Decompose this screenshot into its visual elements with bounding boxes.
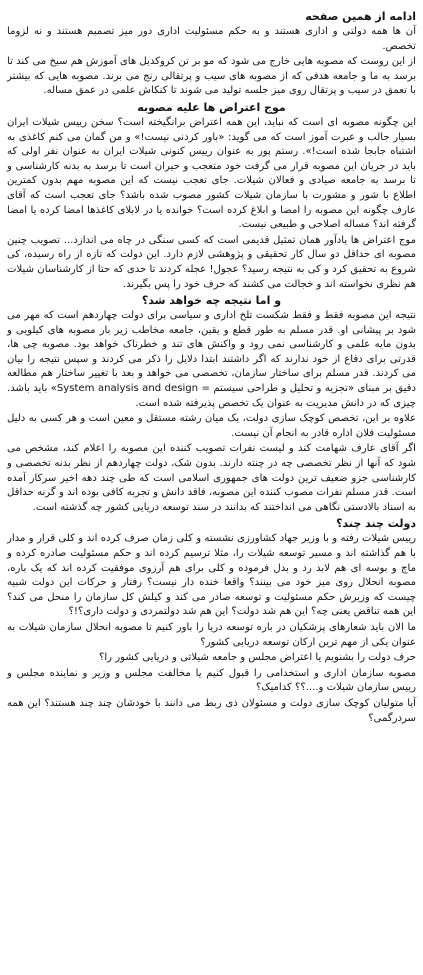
body-paragraph: حرف دولت را بشنویم یا اعتراض مجلس و جامعه شیلاتی و دریایی کشور را؟	[99, 652, 416, 664]
body-paragraph: ما الان باید شعارهای پزشکیان در باره توسعه دریا را باور کنیم تا مصوبه انحلال سازمان شیلات به عنوان یکی از مهم ترین ارکان توسعه دریایی کشور؟	[7, 621, 416, 648]
body-paragraph: علاوه بر این، تخصص کوچک سازی دولت، یک میان رشته مستقل و معین است و هر کسی به دلیل مسئولیت فلان اداره قادر به انجام آن نیست.	[7, 413, 416, 439]
body-paragraph: نتیجه این مصوبه فقط و فقط شکست تلخ اداری و سیاسی برای دولت چهاردهم است که مهر می شود بر پیشانی او. قدر مسلم به طور قطع و یقین، جامعه مخاطب زیر بار مصوبه های کیلویی و بدون مایه علمی و کارشناسی نمی رود و واکنش های تند و خطرناک خواهد بود. مصوبه چی ها، قدرتی برای دفاع از خود ندارند که اگر داشتند ابتدا دلایل را ذکر می کردند و سپس نتیجه را بیان می کردند. قدر مسلم برای ساختار سازمان، تخصصی می خواهد و بعد با تغییر ساختار هم مطالعه دقیق بر مبنای «تجزیه و تحلیل و طراحی سیستم = System analysis and design» باید باشد. چیزی که در دانش مدیریت به عنوان یک تخصص پذیرفته شده است.	[7, 310, 416, 409]
body-paragraph: آیا متولیان کوچک سازی دولت و مسئولان ذی ربط می دانند با خودشان چند چند هستند؟ این همه سردرگمی؟	[7, 697, 416, 724]
body-paragraph: آن ها همه دولتی و اداری هستند و به حکم مسئولیت اداری دور میز تصمیم هستند و نه لزوما تخصص.	[7, 26, 416, 52]
body-paragraph: مصوبه سازمان اداری و استخدامی را قبول کنیم یا مخالفت مجلس و وزیر و نماینده مجلس و رییس سازمان شیلات و....؟؟ کدامیک؟	[7, 667, 416, 694]
body-paragraph: این چگونه مصوبه ای است که نباید، این همه اعتراض برانگیخته است؟ سخن رییس شیلات ایران بسیار جالب و عبرت آموز است که می گوید: «باور کردنی نیست!» و من گمان می کنم کاغذی به اشتباه جابجا شده است!». رستم پور به عنوان رییس کنونی شیلات ایران به عنوان نفر اولی که باید در جریان این مصوبه قرار می گرفت خود متعجب و حیران است تا برسد به بدنه کارشناسی و تا برسد به جامعه صیادی و فعالان شیلات. جای تعجب نیست که این مصوبه مهم بدون کمترین اطلاع با شور و مشورت با سازمان شیلات کشور مصوب شده باشد؟ جای تعجب است که آقای عارف چگونه این مصوبه را امضا و ابلاغ کرده است؟ خوانده یا در لابلای کاغذها امضا کرده یا امضا گرفته اند؟ مساله اصلاحی و طبیعی نیست.	[7, 116, 416, 231]
section-heading: ادامه از همین صفحه	[305, 10, 416, 23]
body-paragraph: اگر آقای عارف شهامت کند و لیست نفرات تصویب کننده این مصوبه را اعلام کند، مشخص می شود که آنها از نظر تخصصی چه در چنته دارند. بدون شک، دولت چهاردهم از نظر بدنه تخصصی و کارشناسی جزو ضعیف ترین دولت های جمهوری اسلامی است که طی چند دهه اخیر سرکار آمده است. قدر مسلم نفرات مصوب کننده این مصوبه، فاقد دانش و تجربه کافی بوده اند و گرنه حداقل به اسناد بالادستی نگاهی می انداختند که بدانند در سند توسعه دریایی کشور چه گذشته است.	[7, 443, 416, 513]
body-paragraph: موج اعتراض ها یادآور همان تمثیل قدیمی است که کسی سنگی در چاه می اندازد... تصویب چنین مصوبه ای حداقل دو سال کار تحقیقی و پژوهشی لازم دارد. این دولت که تازه از راه رسیده، کی شروع به تحقیق کرد و کی به نتیجه رسید؟ عجول! عجله کردند تا حدی که حتا از کارشناسان شیلات هم نظری نخواسته اند و خجالت می کشند که حرف خود را پس بگیرند.	[7, 234, 416, 290]
section-heading: موج اعتراض ها علیه مصوبه	[137, 100, 286, 114]
section-heading: و اما نتیجه چه خواهد شد؟	[141, 294, 282, 308]
body-paragraph: رییس شیلات رفته و با وزیر جهاد کشاورزی نشسته و کلی زمان صرف کرده اند و کلی قرار و مدار با هم گذاشته اند و مسیر توسعه شیلات را، مثلا ترسیم کرده اند و حکم مسئولیت صادره کرده و ماچ و بوسه ای هم لابد رد و بدل فرموده و کلی برای هم آرزوی موفقیت کرده اند که یک باره، مصوبه انحلال روی میز خود می بینند؟ واقعا خنده دار نیست؟ رفتار و حرکات این دولت شبیه چیست که وزیرش حکم مسئولیت و توسعه صادر می کند و کیلش کل سازمان را منحل می کند؟ این همه تناقض یعنی چه؟ این هم شد دولت؟ این هم شد دولتمردی و دولت داری؟!؟	[7, 533, 416, 618]
section-heading: دولت چند چند؟	[336, 517, 416, 531]
body-paragraph: از این روست که مصوبه هایی خارج می شود که مو بر تن کروکدیل های آموزش هم سیخ می کند تا برسد به ما و جامعه هدفی که از مصوبه های سیب و پرتقالی رنج می برند. مصوبه هایی که بیشتر با تعمق در سیب و پرتقال روی میز جلسه تولید می شوند تا کنکاش علمی در عمق مساله.	[7, 56, 416, 97]
